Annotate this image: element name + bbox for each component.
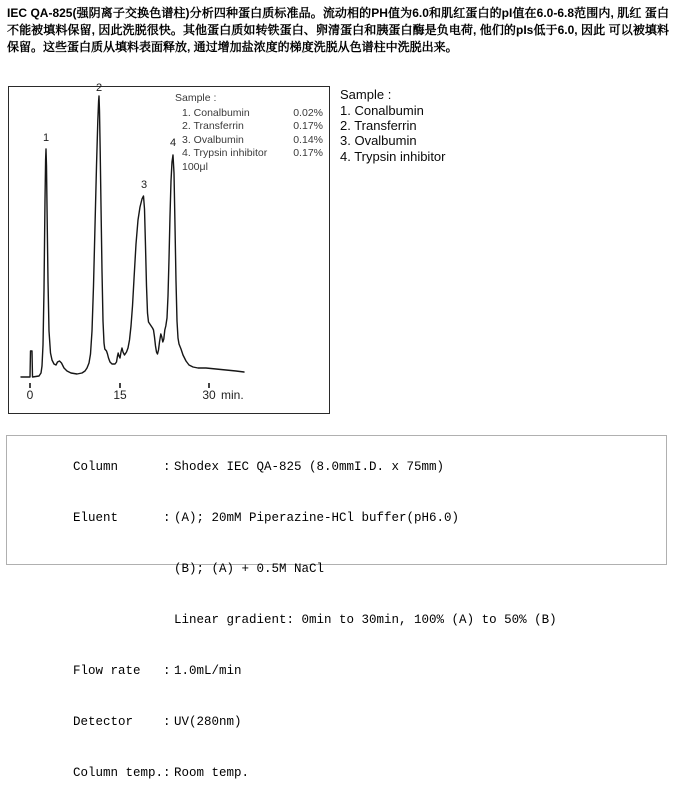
spec-row-column-temp xyxy=(28,748,666,799)
legend-item-label: 1. Conalbumin xyxy=(182,106,250,119)
sample-list-panel xyxy=(340,87,446,164)
peak-label-3: 3 xyxy=(140,179,148,191)
spec-value: UV(280nm) xyxy=(174,715,242,729)
legend-item xyxy=(175,107,323,121)
sample-list-item: 4. Trypsin inhibitor xyxy=(340,148,446,164)
sample-list-item: 2. Transferrin xyxy=(340,118,417,134)
spec-label: Flow rate xyxy=(73,664,141,678)
legend-item-value: 0.02% xyxy=(293,106,323,119)
spec-separator: : xyxy=(163,511,171,525)
legend-item-label: 3. Ovalbumin xyxy=(182,133,244,146)
legend-item-label: 4. Trypsin inhibitor xyxy=(182,147,268,160)
spec-row-column xyxy=(28,442,666,493)
peak-label-1: 1 xyxy=(42,132,50,144)
intro-paragraph: IEC QA-825(强阴离子交换色谱柱)分析四种蛋白质标准品。流动相的PH值为6.0和肌红蛋白的pI值在6.0-6.8范围内, 肌红 蛋白不能被填料保留, 因此洗脱很快。其他蛋白质如转铁蛋白、卵清蛋白和胰蛋白酶是负电荷, 他们的pIs低于6.0, 因此 可以被填料保留。这些蛋白质从填料表面释放, 通过增加盐浓度的梯度洗脱从色谱柱中洗脱出来。 xyxy=(7,6,669,54)
legend-item-value: 0.17% xyxy=(293,120,323,133)
spec-separator: : xyxy=(163,664,171,678)
spec-row-detector xyxy=(28,697,666,748)
spec-value: (A); 20mM Piperazine-HCl buffer(pH6.0) xyxy=(174,511,460,525)
spec-row-eluent xyxy=(28,493,666,544)
spec-separator: : xyxy=(163,766,171,780)
spec-row-eluent-b xyxy=(28,544,666,595)
peak-label-2: 2 xyxy=(95,82,103,94)
x-tick-label-30: 30 xyxy=(202,388,216,402)
spec-row-gradient xyxy=(28,595,666,646)
sample-list-item: 3. Ovalbumin xyxy=(340,133,417,149)
legend-injection-volume: 100μl xyxy=(182,160,208,173)
chart-legend xyxy=(175,92,323,175)
legend-item xyxy=(175,120,323,134)
spec-row-flow-rate xyxy=(28,646,666,697)
x-tick-label-15: 15 xyxy=(113,388,127,402)
spec-value: Linear gradient: 0min to 30min, 100% (A) to 50% (B) xyxy=(174,613,557,627)
spec-value: Room temp. xyxy=(174,766,250,780)
spec-label: Column temp. xyxy=(73,766,164,780)
legend-item-label: 2. Transferrin xyxy=(182,120,244,133)
spec-separator: : xyxy=(163,715,171,729)
x-axis-unit: min. xyxy=(221,388,244,402)
sample-list-item: 1. Conalbumin xyxy=(340,103,424,118)
legend-item xyxy=(175,147,323,161)
legend-item-value: 0.17% xyxy=(293,147,323,160)
chromatogram-panel xyxy=(8,82,330,414)
spec-value: 1.0mL/min xyxy=(174,664,242,678)
spec-value: Shodex IEC QA-825 (8.0mmI.D. x 75mm) xyxy=(174,460,445,474)
spec-separator: : xyxy=(163,460,171,474)
sample-list-title: Sample : xyxy=(340,87,392,102)
x-tick-label-0: 0 xyxy=(26,388,34,402)
legend-item-value: 0.14% xyxy=(293,133,323,146)
spec-label: Column xyxy=(73,460,119,474)
legend-item xyxy=(175,134,323,148)
spec-label: Eluent xyxy=(73,511,119,525)
peak-label-4: 4 xyxy=(169,137,177,149)
legend-title: Sample : xyxy=(175,92,217,104)
spec-label: Detector xyxy=(73,715,134,729)
spec-value: (B); (A) + 0.5M NaCl xyxy=(174,562,325,576)
spec-box xyxy=(6,435,667,780)
